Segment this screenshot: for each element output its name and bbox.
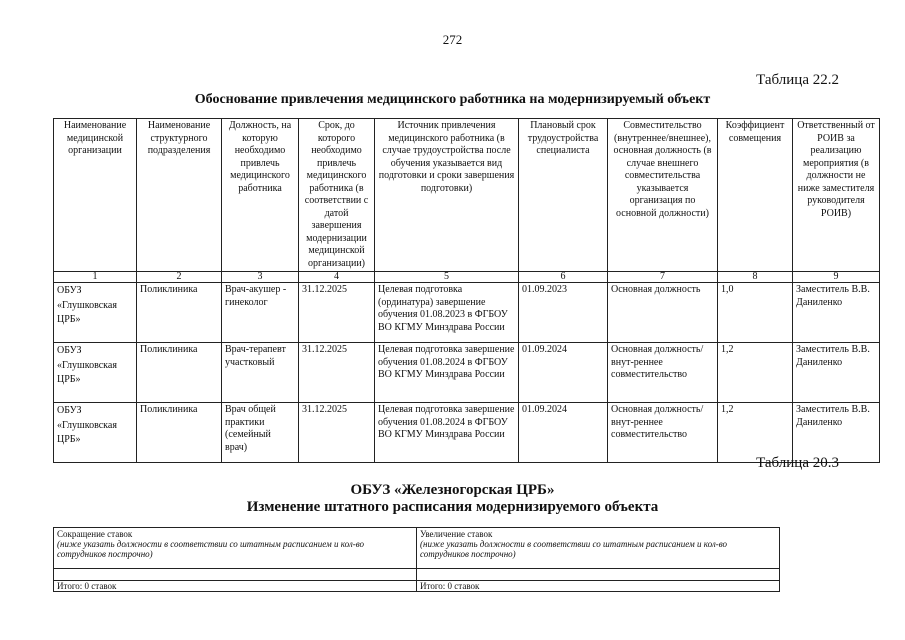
table-header-row — [54, 119, 880, 272]
reduction-total: Итого: 0 ставок — [54, 581, 417, 592]
table-label: Таблица 20.3 — [756, 455, 839, 471]
table-cell: Поликлиника — [137, 283, 222, 343]
column-number: 7 — [608, 272, 718, 283]
table-cell: Целевая подготовка (ординатура) завершение обучения 01.08.2023 в ФГБОУ ВО КГМУ Минздрава России — [375, 283, 519, 343]
page-number: 272 — [442, 32, 463, 47]
reduction-header-cell — [54, 528, 417, 569]
organization-title: ОБУЗ «Железногорская ЦРБ» — [350, 482, 555, 498]
table-cell: Заместитель В.В. Даниленко — [793, 403, 880, 463]
column-number: 4 — [299, 272, 375, 283]
column-number: 5 — [375, 272, 519, 283]
column-number: 1 — [54, 272, 137, 283]
table-cell: Поликлиника — [137, 403, 222, 463]
staffing-justification-table — [53, 118, 880, 463]
table-cell: ОБУЗ «Глушковская ЦРБ» — [54, 343, 137, 403]
table-cell: 01.09.2023 — [519, 283, 608, 343]
table-header-row — [54, 528, 780, 569]
table-title: Обоснование привлечения медицинского работника на модернизируемый объект — [194, 92, 711, 107]
table-title: Изменение штатного расписания модернизируемого объекта — [246, 499, 659, 515]
table-cell: Целевая подготовка завершение обучения 01.08.2024 в ФГБОУ ВО КГМУ Минздрава России — [375, 343, 519, 403]
column-header: Ответственный от РОИВ за реализацию мероприятия (в должности не ниже заместителя руководителя РОИВ) — [793, 119, 880, 272]
column-header: Плановый срок трудоустройства специалиста — [519, 119, 608, 272]
table-cell: Основная должность/внут-реннее совместительство — [608, 403, 718, 463]
table-cell: Заместитель В.В. Даниленко — [793, 283, 880, 343]
increase-header-cell — [417, 528, 780, 569]
table-cell: 31.12.2025 — [299, 403, 375, 463]
table-cell: Основная должность/внут-реннее совместительство — [608, 343, 718, 403]
column-number: 8 — [718, 272, 793, 283]
table-cell: 1,2 — [718, 403, 793, 463]
table-cell — [417, 569, 780, 581]
table-cell: ОБУЗ «Глушковская ЦРБ» — [54, 403, 137, 463]
table-cell — [54, 569, 417, 581]
table-row — [54, 403, 880, 463]
table-label: Таблица 22.2 — [756, 72, 839, 88]
column-header: Источник привлечения медицинского работника (в случае трудоустройства после обучения указывается вид подготовки и сроки завершения подготовки) — [375, 119, 519, 272]
table-cell: 1,2 — [718, 343, 793, 403]
column-header: Должность, на которую необходимо привлечь медицинского работника — [222, 119, 299, 272]
increase-total: Итого: 0 ставок — [417, 581, 780, 592]
column-header: Коэффициент совмещения — [718, 119, 793, 272]
column-number-row — [54, 272, 880, 283]
total-row — [54, 581, 780, 592]
table-cell: Заместитель В.В. Даниленко — [793, 343, 880, 403]
table-cell: Целевая подготовка завершение обучения 01.08.2024 в ФГБОУ ВО КГМУ Минздрава России — [375, 403, 519, 463]
column-number: 2 — [137, 272, 222, 283]
staff-schedule-change-table — [53, 527, 780, 592]
table-cell: ОБУЗ «Глушковская ЦРБ» — [54, 283, 137, 343]
table-cell: 1,0 — [718, 283, 793, 343]
table-cell: 31.12.2025 — [299, 283, 375, 343]
reduction-note: (ниже указать должности в соответствии со штатным расписанием и кол-во сотрудников построчно) — [57, 539, 365, 559]
column-number: 9 — [793, 272, 880, 283]
column-header: Совместительство (внутреннее/внешнее), основная должность (в случае внешнего совместительства указывается организация по основной должности) — [608, 119, 718, 272]
table-cell: 01.09.2024 — [519, 403, 608, 463]
increase-note: (ниже указать должности в соответствии со штатным расписанием и кол-во сотрудников построчно) — [420, 539, 728, 559]
table-cell: Поликлиника — [137, 343, 222, 403]
reduction-header: Сокращение ставок — [57, 529, 133, 539]
table-cell: Основная должность — [608, 283, 718, 343]
table-cell: Врач-терапевт участковый — [222, 343, 299, 403]
table-row — [54, 569, 780, 581]
table-cell: 01.09.2024 — [519, 343, 608, 403]
table-cell: Врач общей практики (семейный врач) — [222, 403, 299, 463]
column-number: 6 — [519, 272, 608, 283]
column-header: Наименование структурного подразделения — [137, 119, 222, 272]
column-header: Наименование медицинской организации — [54, 119, 137, 272]
increase-header: Увеличение ставок — [420, 529, 493, 539]
table-cell: Врач-акушер - гинеколог — [222, 283, 299, 343]
table-row — [54, 283, 880, 343]
column-header: Срок, до которого необходимо привлечь медицинского работника (в соответствии с датой завершения модернизации медицинской организации) — [299, 119, 375, 272]
table-row — [54, 343, 880, 403]
column-number: 3 — [222, 272, 299, 283]
table-cell: 31.12.2025 — [299, 343, 375, 403]
